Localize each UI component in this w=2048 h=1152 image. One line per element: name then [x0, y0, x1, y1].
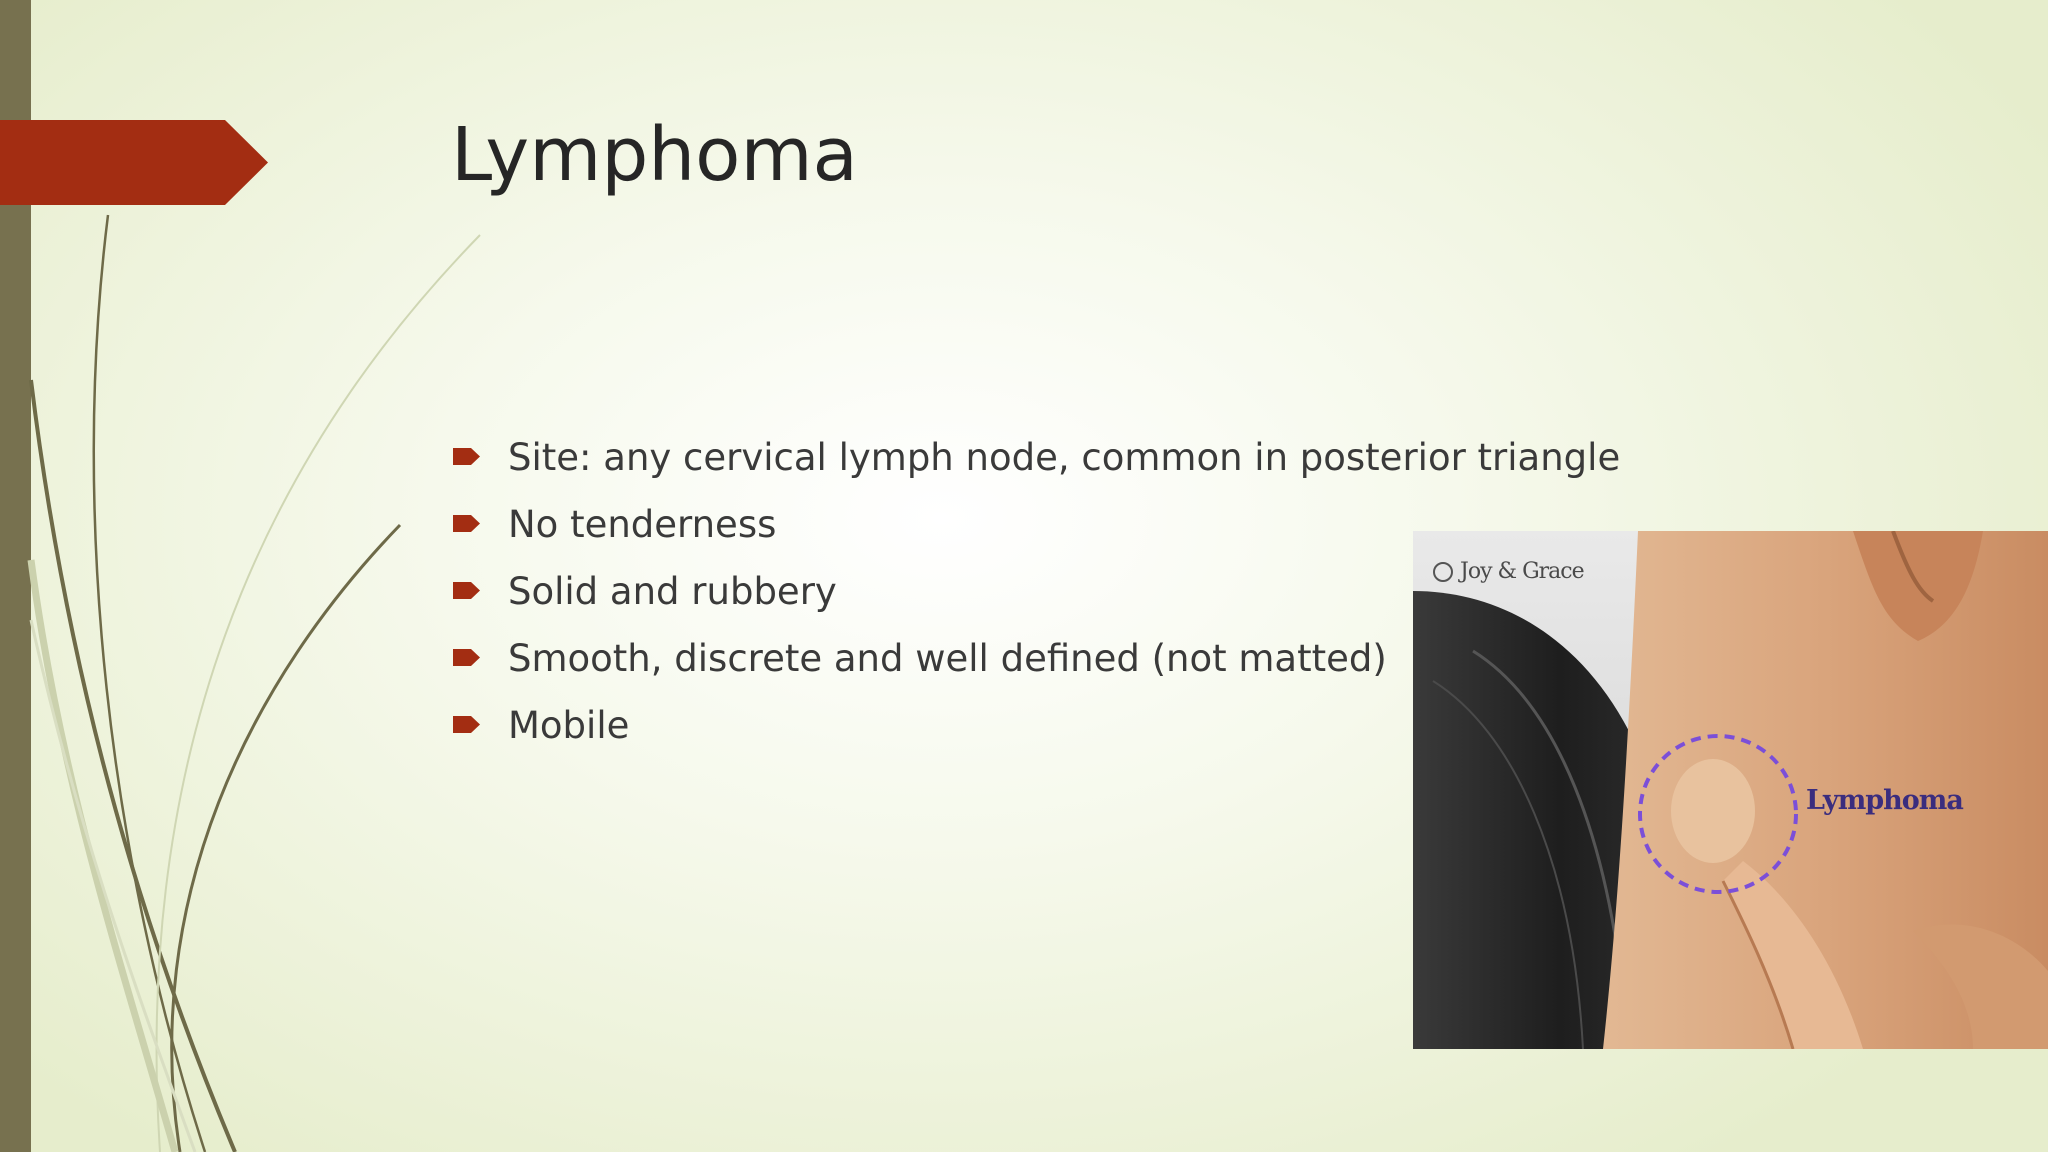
arrow-bullet-icon: [453, 515, 480, 532]
bullet-text: Site: any cervical lymph node, common in posterior triangle: [508, 436, 1621, 479]
bullet-text: Solid and rubbery: [508, 570, 837, 613]
bullet-text: No tenderness: [508, 503, 777, 546]
brand-logo-icon: [1433, 562, 1453, 582]
title-arrow-accent: [0, 120, 268, 205]
bullet-item: [451, 430, 1620, 497]
arrow-bullet-icon: [453, 582, 480, 599]
photo-logo-text: Joy & Grace: [1460, 559, 1584, 584]
bullet-text: Smooth, discrete and well defined (not matted): [508, 637, 1387, 680]
arrow-bullet-icon: [453, 649, 480, 666]
bullet-text: Mobile: [508, 704, 630, 747]
photo-watermark: [1433, 559, 1584, 584]
lymphoma-neck-photo: [1413, 531, 2048, 1049]
photo-label: Lymphoma: [1806, 785, 1963, 816]
slide-title: Lymphoma: [451, 112, 858, 198]
arrow-bullet-icon: [453, 448, 480, 465]
arrow-bullet-icon: [453, 716, 480, 733]
